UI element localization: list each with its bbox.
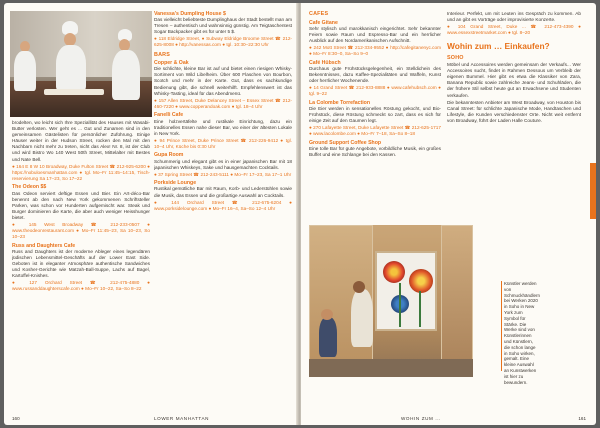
section-bars: BARS: [154, 51, 171, 58]
entry-text-hubsch: Durchaus gute Frühstücksgelegenheit, ein Stelldichein des Bekenntnisses, dazu Kaffee-Spezialitäten und Waffeln, Kunst oder herrlicher Wochenende.: [309, 65, 441, 83]
entry-text-copper: Die schlichte, kleine Bar ist auf und bietet einen riesigen Whisky-Sortiment von Wild Libelheim. Über 600 Flaschen von Bourbon, Scotch und mehr in der Karte. Gut, dass es sachkundige Bedienung gibt, die schnell weiterhilft. Empfehlenswert ist das Whisky-Tasting, ideal für das Abendmenü.: [154, 66, 292, 96]
entry-info-odeon: ● 145 West Broadway ☎ 212-233-0507 ● www.theodeonrestaurant.com ● Mo–Fr 11:45–23, Sa 10–23, So 10–23: [12, 222, 150, 240]
sidebar-rule: [501, 281, 502, 371]
plywood-board-right: [441, 225, 473, 377]
soho-text: Möbel und Accessoires werden gemeinsam der Verkaufs... Wer Accessoires sucht, findet in Rahmen Dessous um Verbleib der eigenen Bummel. Hier gibt es etwa die Klassiker von Zara, Banana Republic sowie zahlreiche Jeans- und Schuhläden, die der frühere Stil selbst heute gut an Erwachsene und Studenten verkaufen.: [447, 62, 581, 98]
entry-info-hubsch: ● 14 Grand Street ☎ 212-933-8888 ● www.cafehubsch.com ● tgl. 9–22: [309, 85, 441, 97]
entry-info-gitane: ● 242 Mott Street ☎ 212-334-9552 ● http://cafegitanenyc.com ● Mo–Fr 8:30–0, Sa–So 9–0: [309, 44, 441, 57]
bystander-figure: [319, 317, 337, 357]
artist-figure: [351, 289, 373, 347]
entry-title-russ: Russ and Daughters Cafe: [12, 242, 76, 249]
footer-right: WOHIN ZUM ...: [401, 416, 441, 421]
entry-text-porkside: Rustikal gemütliche Bar mit Raum, Korb- und Lederstühlen sowie die Musik, das Essen und die großartige Auswahl an Cocktails.: [154, 186, 292, 198]
entry-title-gupa: Gupa Room: [154, 152, 184, 159]
chapter-tab: [590, 163, 596, 219]
page-number-left: 160: [12, 416, 20, 421]
sidewalk: [309, 359, 473, 377]
entry-text-russ: Russ and Daughters ist der moderne Ableger eines legendären jüdischen Lebensmittel-Geschäfts auf der Lower East Side. Geboten ist in eleganter Atmosphäre authentische Sandwiches und Kosher-Gerichte wie Matzah-Ball-Suppe, Lachs auf Bagel, Kartoffel-Knishes.: [12, 248, 150, 279]
entry-info-colombe: ● 270 Lafayette Street, Duke Lafayette Street ☎ 212-625-1717 ● www.lacolombe.com ● Mo–Fr 7–18, Sa–So 8–18: [309, 125, 441, 137]
intro-info: ● 164 E 8 W 10 Broadway, Duke Fulton Street ☎ 212-925-6200 ● https://nobuloesmanhattan.com ● tgl. Mo–Fr 11:45–14:15, Tisch-reservierung Sa 17–23, So 17–22: [12, 163, 150, 181]
entry-title-ground: Ground Support Coffee Shop: [309, 139, 382, 146]
soho-art-photo: [309, 225, 473, 377]
entry-info-fanelli: ● 94 Prince Street, Duke Prince Street ☎ 212-226-9412 ● tgl. 10–4 Uhr, Küche bis 0:30 Uhr: [154, 137, 292, 149]
entry-text-ground: Eine tolle Bar für gute Angebote, vorbildliche Musik, ein großes Buffet und eine Schlange bei den Kassen.: [309, 145, 441, 157]
entry-info-porkside: ● 144 Orchard Street ☎ 212-675-6204 ● www.porksidelounge.com ● Mo–Fr 16–4, Sa–So 12–4 Uhr: [154, 199, 292, 211]
entry-info-russ: ● 127 Orchard Street ☎ 212-475-4880 ● www.russanddaughterscafe.com ● Mo–Fr 10–22, Sa–So 8–22: [12, 280, 150, 292]
left-col-1: [12, 120, 150, 405]
shopping-heading: Wohin zum … Einkaufen?: [447, 41, 550, 52]
mural-panel: [375, 251, 437, 331]
section-cafes: CAFÉS: [309, 11, 329, 17]
soho-label: SOHO: [447, 54, 464, 61]
left-col-2: [154, 11, 292, 409]
artist-head: [353, 281, 365, 293]
page-number-right: 161: [578, 416, 586, 421]
soho-text-2: Die bekanntesten Anbieter am West Broadway, von Houston bis Canal Street: für schlichte Japanische Mode, Handtaschen und Lifestyle, die Kunden verschiedenster Orte. Nicht weit entfernt von Broadway, führt der Laden Halle Couture.: [447, 99, 581, 123]
entry-title-copper: Copper & Oak: [154, 60, 189, 67]
entry-title-odeon: The Odeon $$: [12, 184, 47, 191]
entry-text-gitane: Sehr stylisch und marokkanisch eingerichtet. Sehr bekannter Feiern sowie Raum und Espresso-Bar und ein herrlicher Ausblick auf den Nordamerikanischen Aufschnitt.: [309, 25, 441, 43]
chef-photo: [10, 11, 152, 117]
footer-left: LOWER MANHATTAN: [154, 416, 210, 421]
entry-title-hubsch: Café Hübsch: [309, 59, 341, 66]
dumpling-tray: [44, 89, 104, 95]
entry-text-gupa: Schummerig und elegant gibt es in einer japanischen Bar mit 18 japanischen Whiskeys, Sake und hausgemachten Cocktails.: [154, 158, 292, 170]
left-page: [4, 3, 298, 425]
col2-intro: Interieur. Perfekt, um mit Leuten ins Gespräch zu kommen. Ab und an gibt es Vorträge oder improvisierte Konzerte.: [447, 11, 581, 23]
entry-title-vanessas: Vanessa's Dumpling House $: [154, 11, 226, 17]
right-col-1: [309, 11, 441, 217]
entry-text-fanelli: Eine holzvertäfelte und rustikale Einrichtung, dazu ein traditionelles Essen nahe dieser Bar, wo einer der ältesten Lokale in New York.: [154, 118, 292, 136]
entry-text-vanessas: Das vielleicht beliebteste Dumplinghaus der Stadt bestellt man am Tresen – authentisch und wahnsinnig günstig. Am Teigtaschentest Sogar Backpacker gibt es für unter 5 $.: [154, 17, 292, 35]
intro-text: brodelten, wo leicht sich Ihre Speziallität des Hauses mit Wasabi-Butter verlosten. Wer geht es ... Gut und Zunamen sind in den gemeinsamen Gästelisten für persönlicher Zuführung. Einige Häuser weiter in der Hudson Street, rocken den Mal mit den Nachbarn nicht mehr zu treten, nicht das Alex! Nr. 8, ist der Club und wird Bistro Wo 140 West 50th Street, Mittelalter mit Bestes und Nate Bell.: [12, 120, 150, 162]
bystander-head: [321, 309, 333, 320]
right-page: [301, 3, 596, 425]
entry-title-fanelli: Fanelli Cafe: [154, 112, 184, 119]
entry-title-gitane: Cafe Gitane: [309, 19, 338, 26]
entry-title-porkside: Porkside Lounge: [154, 180, 197, 187]
photo-caption-sidebar: Künstler werden von Schmuckhändlern bei Werken 2020 in Soho in New York zum Symbol für Stärke. Die Werke sind von Künstlerinnen und Künstlern, die schon lange in Soho wirken, gemalt. Eine kleine Auswahl an Kunstwerken ist hier zu bewundern.: [504, 281, 541, 385]
entry-text-odeon: Das Odeon serviert deftige Essen und Bier. Ein Art-déco-Bar benennt ab den nach New York gekommenen Schriftsteller Parken, was schon vor Hunderten aufgemischt war. Steak und Burger dominieren die Karte, die aber auch weniger Heisshunger bietet.: [12, 190, 150, 220]
entry-title-colombe: La Colombe Torrefaction: [309, 99, 371, 106]
entry-info-copper: ● 157 Allen Street, Duke Delancey Street – Essex Street ☎ 212-460-7220 ● www.copperandoak.com ● tgl. 18–4 Uhr: [154, 97, 292, 109]
entry-info-gupa: ● 37 Spring Street ☎ 212-243-5111 ● Mo–Fr 17–23, Sa 17–1 Uhr: [154, 171, 292, 177]
entry-info-vanessas: ● 118 Eldridge Street, ● Subway Eldridge Broome Street ☎ 212-625-8008 ● http://vanessas.com ● tgl. 10:30–22:30 Uhr: [154, 36, 292, 48]
entry-text-colombe: Die Eier werden in sensationelles Röstung gekocht, und Bio-Frühstück, diese Röstung schmeckt so zart, dass es sich für einige Zeit auf den Gaumen legt.: [309, 105, 441, 123]
col2-info: ● 104 Grand Street, Duke ... ☎ 212-473-4390 ● www.essexstreetmarket.com ● tgl. 8–20: [447, 24, 581, 36]
